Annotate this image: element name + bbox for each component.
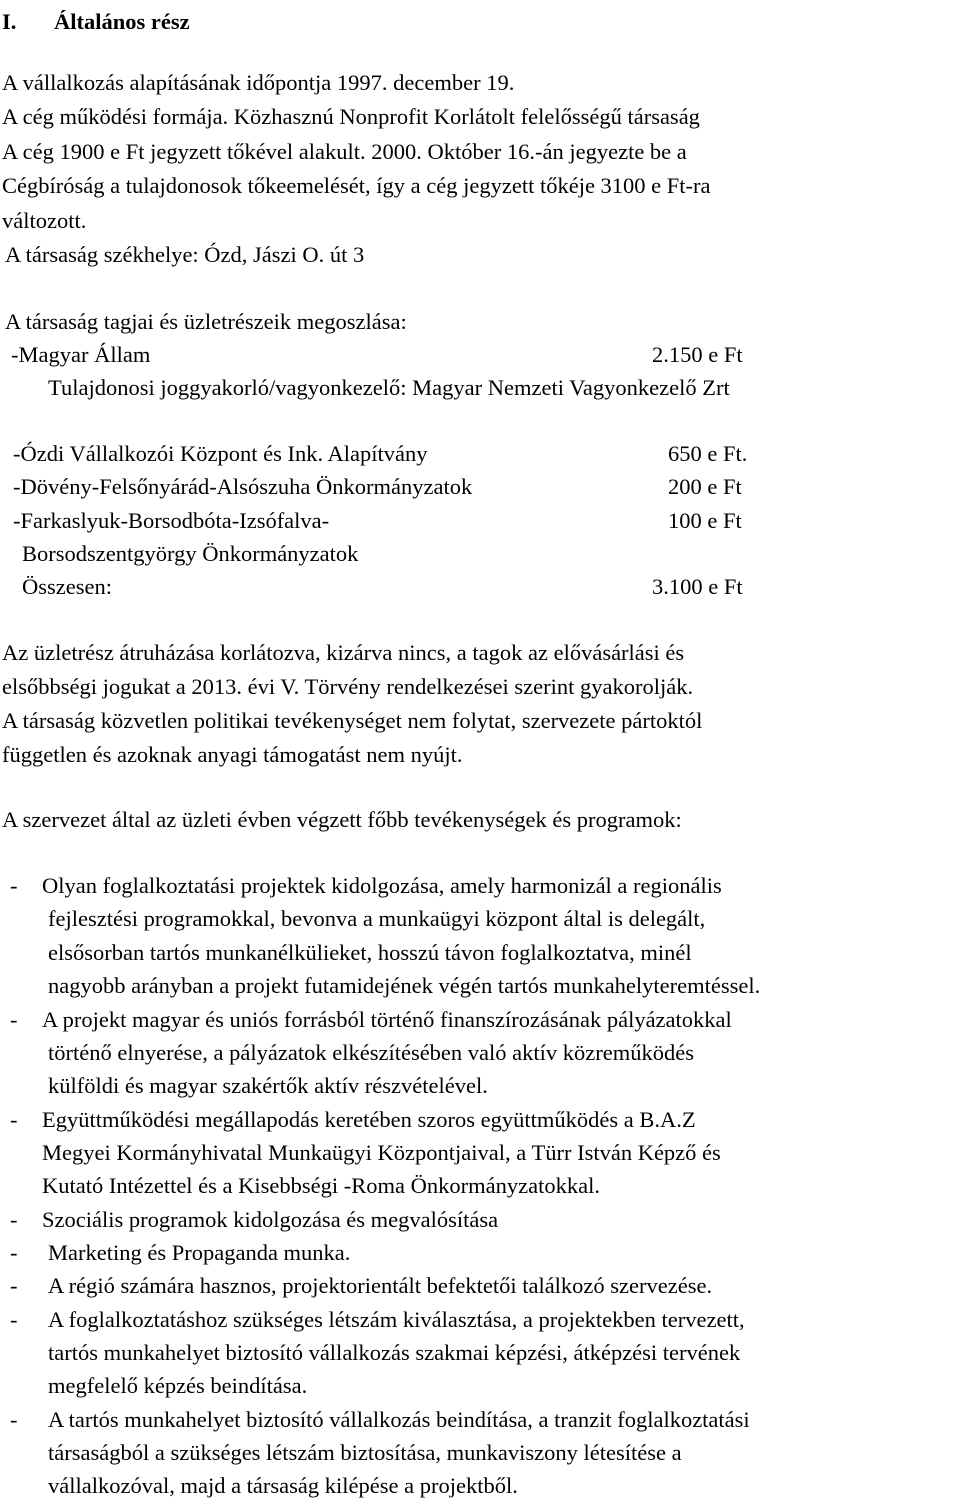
activity-line: A foglalkoztatáshoz szükséges létszám kiválasztása, a projektekben tervezett, — [48, 1307, 745, 1332]
paragraph-line: elsőbbségi jogukat a 2013. évi V. Törvény rendelkezései szerint gyakorolják. — [2, 674, 694, 699]
activity-line: A projekt magyar és uniós forrásból történő finanszírozásának pályázatokkal — [42, 1007, 732, 1032]
paragraph-line: független és azoknak anyagi támogatást nem nyújt. — [2, 742, 463, 767]
activity-line: külföldi és magyar szakértők aktív részvételével. — [48, 1073, 488, 1098]
member-name: -Farkaslyuk-Borsodbóta-Izsófalva- — [13, 508, 330, 533]
bullet-dash: - — [10, 1107, 18, 1132]
section-number: I. — [2, 9, 17, 34]
member-name: Borsodszentgyörgy Önkormányzatok — [22, 541, 359, 566]
member-share: 2.150 e Ft — [652, 342, 743, 367]
activity-line: Marketing és Propaganda munka. — [48, 1240, 351, 1265]
activity-line: társaságból a szükséges létszám biztosítása, munkaviszony létesítése a — [48, 1440, 682, 1465]
member-name: -Magyar Állam — [11, 342, 151, 367]
activity-line: Szociális programok kidolgozása és megvalósítása — [42, 1207, 499, 1232]
capital-line-3: változott. — [2, 208, 87, 233]
activity-line: Olyan foglalkoztatási projektek kidolgozása, amely harmonizál a regionális — [42, 873, 722, 898]
headquarters-line: A társaság székhelye: Ózd, Jászi O. út 3 — [5, 242, 365, 267]
activities-title: A szervezet által az üzleti évben végzett főbb tevékenységek és programok: — [2, 807, 682, 832]
company-form-line: A cég működési formája. Közhasznú Nonprofit Korlátolt felelősségű társaság — [2, 104, 700, 129]
bullet-dash: - — [10, 1307, 18, 1332]
member-share: 100 e Ft — [668, 508, 742, 533]
activity-line: tartós munkahelyet biztosító vállalkozás szakmai képzési, átképzési tervének — [48, 1340, 741, 1365]
bullet-dash: - — [10, 1407, 18, 1432]
section-title: Általános rész — [54, 9, 190, 34]
activity-line: Kutató Intézettel és a Kisebbségi -Roma Önkormányzatokkal. — [42, 1173, 600, 1198]
activity-line: vállalkozóval, majd a társaság kilépése a projektből. — [48, 1473, 518, 1498]
activity-line: nagyobb arányban a projekt futamidejének végén tartós munkahelyteremtéssel. — [48, 973, 761, 998]
founding-date-line: A vállalkozás alapításának időpontja 1997. december 19. — [2, 70, 515, 95]
bullet-dash: - — [10, 1240, 18, 1265]
member-share: 200 e Ft — [668, 474, 742, 499]
activity-line: megfelelő képzés beindítása. — [48, 1373, 308, 1398]
activity-line: elsősorban tartós munkanélkülieket, hosszú távon foglalkoztatva, minél — [48, 940, 692, 965]
bullet-dash: - — [10, 873, 18, 898]
activity-line: Együttműködési megállapodás keretében szoros együttműködés a B.A.Z — [42, 1107, 696, 1132]
capital-line-2: Cégbíróság a tulajdonosok tőkeemelését, így a cég jegyzett tőkéje 3100 e Ft-ra — [2, 173, 711, 198]
member-share: 650 e Ft. — [668, 441, 748, 466]
capital-line-1: A cég 1900 e Ft jegyzett tőkével alakult. 2000. Október 16.-án jegyezte be a — [2, 139, 687, 164]
paragraph-line: Az üzletrész átruházása korlátozva, kizárva nincs, a tagok az elővásárlási és — [2, 640, 685, 665]
activity-line: fejlesztési programokkal, bevonva a munkaügyi központ által is delegált, — [48, 906, 706, 931]
activity-line: Megyei Kormányhivatal Munkaügyi Központjaival, a Türr István Képző és — [42, 1140, 721, 1165]
bullet-dash: - — [10, 1207, 18, 1232]
paragraph-line: A társaság közvetlen politikai tevékenységet nem folytat, szervezete pártoktól — [2, 708, 703, 733]
members-title: A társaság tagjai és üzletrészeik megoszlása: — [5, 309, 407, 334]
member-name: -Dövény-Felsőnyárád-Alsószuha Önkormányzatok — [13, 474, 473, 499]
bullet-dash: - — [10, 1007, 18, 1032]
operator-line: Tulajdonosi joggyakorló/vagyonkezelő: Magyar Nemzeti Vagyonkezelő Zrt — [48, 375, 730, 400]
activity-line: történő elnyerése, a pályázatok elkészítésében való aktív közreműködés — [48, 1040, 694, 1065]
activity-line: A tartós munkahelyet biztosító vállalkozás beindítása, a tranzit foglalkoztatási — [48, 1407, 750, 1432]
activity-line: A régió számára hasznos, projektorientált befektetői találkozó szervezése. — [48, 1273, 713, 1298]
member-name: -Ózdi Vállalkozói Központ és Ink. Alapítvány — [13, 441, 428, 466]
total-label: Összesen: — [22, 574, 112, 599]
bullet-dash: - — [10, 1273, 18, 1298]
total-value: 3.100 e Ft — [652, 574, 743, 599]
